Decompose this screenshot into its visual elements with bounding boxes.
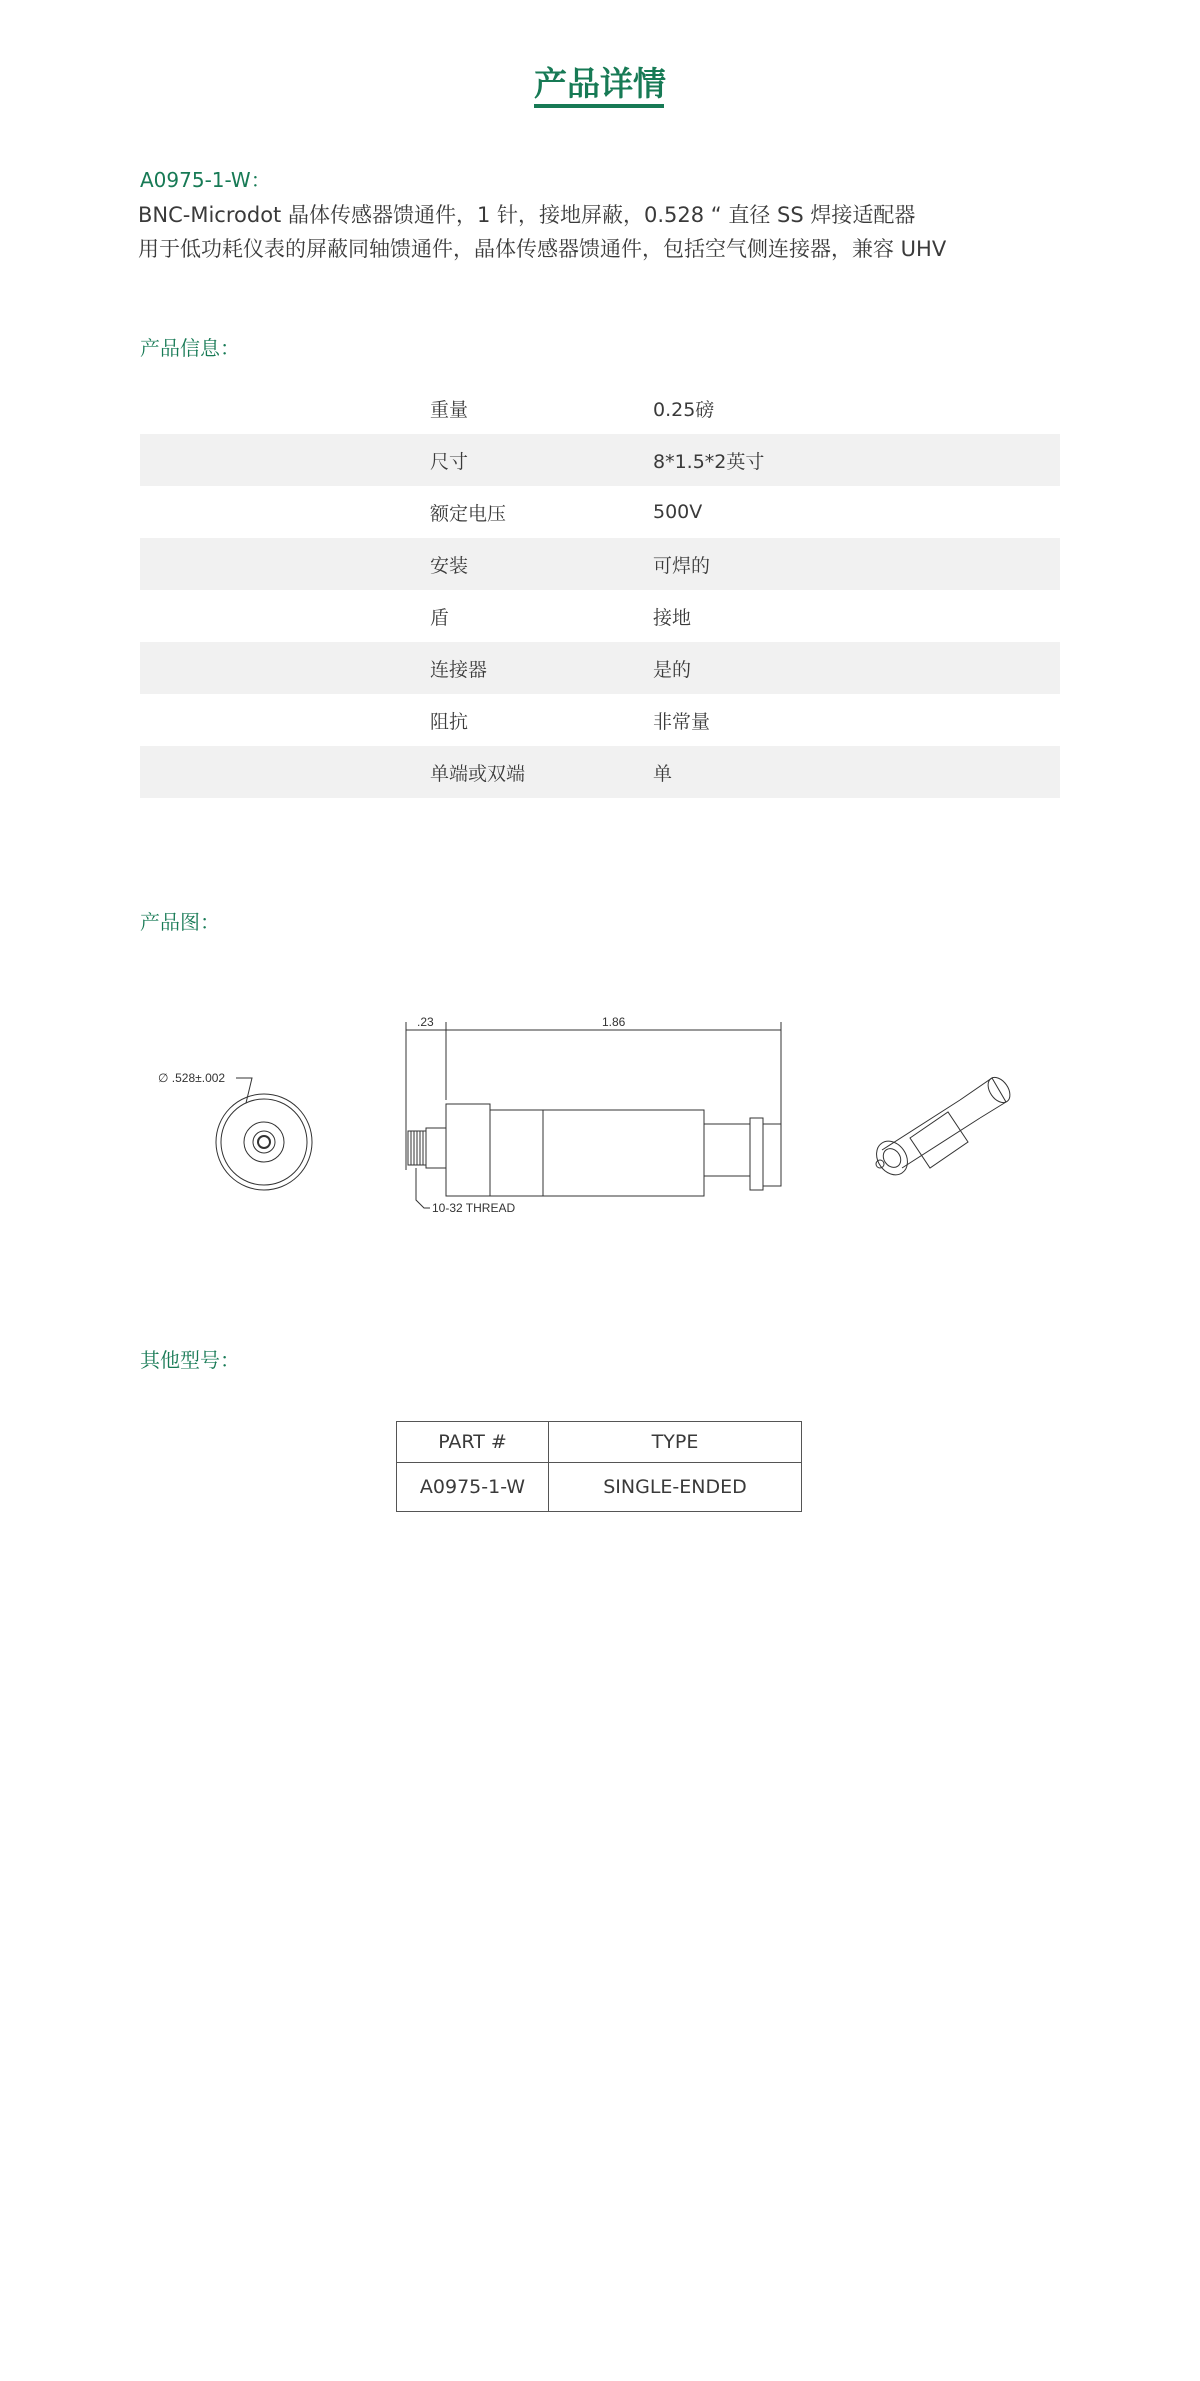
type-cell: SINGLE-ENDED [549, 1463, 802, 1512]
column-header-type: TYPE [549, 1422, 802, 1463]
info-value: 可焊的 [653, 554, 711, 577]
model-label: A0975-1-W： [140, 168, 271, 192]
table-header-row [397, 1422, 802, 1463]
info-key: 连接器 [430, 658, 488, 681]
thread-label: 10-32 THREAD [432, 1201, 516, 1215]
info-value: 500V [653, 501, 703, 523]
info-key: 尺寸 [430, 450, 469, 473]
info-heading: 产品信息： [140, 336, 240, 360]
diameter-label: ∅ .528±.002 [158, 1071, 226, 1085]
info-value: 是的 [653, 658, 692, 681]
info-value: 接地 [653, 606, 692, 629]
dimension-long: 1.86 [602, 1015, 626, 1029]
description-line: 用于低功耗仪表的屏蔽同轴馈通件，晶体传感器馈通件，包括空气侧连接器，兼容 UHV [138, 237, 947, 261]
dimension-short: .23 [417, 1015, 434, 1029]
front-view [216, 1078, 312, 1190]
description-line: BNC-Microdot 晶体传感器馈通件，1 针，接地屏蔽，0.528 “ 直径 SS 焊接适配器 [138, 203, 916, 227]
info-key: 安装 [430, 554, 469, 577]
other-models-heading: 其他型号： [140, 1348, 240, 1372]
info-row [140, 434, 1060, 486]
info-value: 单 [653, 762, 673, 785]
info-key: 单端或双端 [430, 762, 526, 785]
info-row [140, 590, 1060, 642]
info-value: 8*1.5*2英寸 [653, 450, 765, 473]
info-row [140, 642, 1060, 694]
info-table [140, 382, 1060, 798]
info-value: 非常量 [653, 710, 711, 733]
column-header-part: PART # [397, 1422, 549, 1463]
drawing-heading: 产品图： [140, 910, 220, 934]
info-row [140, 694, 1060, 746]
info-key: 重量 [430, 398, 469, 421]
product-drawing [140, 1000, 1060, 1260]
page-title: 产品详情 [534, 64, 666, 103]
info-key: 阻抗 [430, 710, 469, 733]
isometric-view [870, 1073, 1014, 1180]
table-row [397, 1463, 802, 1512]
other-models-table [396, 1421, 802, 1512]
side-view [406, 1022, 781, 1208]
info-key: 额定电压 [430, 502, 507, 525]
info-row [140, 746, 1060, 798]
title-underline [534, 104, 664, 108]
part-cell: A0975-1-W [397, 1463, 549, 1512]
info-value: 0.25磅 [653, 398, 715, 421]
info-key: 盾 [430, 606, 450, 629]
info-row [140, 486, 1060, 538]
info-row [140, 538, 1060, 590]
info-row [140, 382, 1060, 434]
